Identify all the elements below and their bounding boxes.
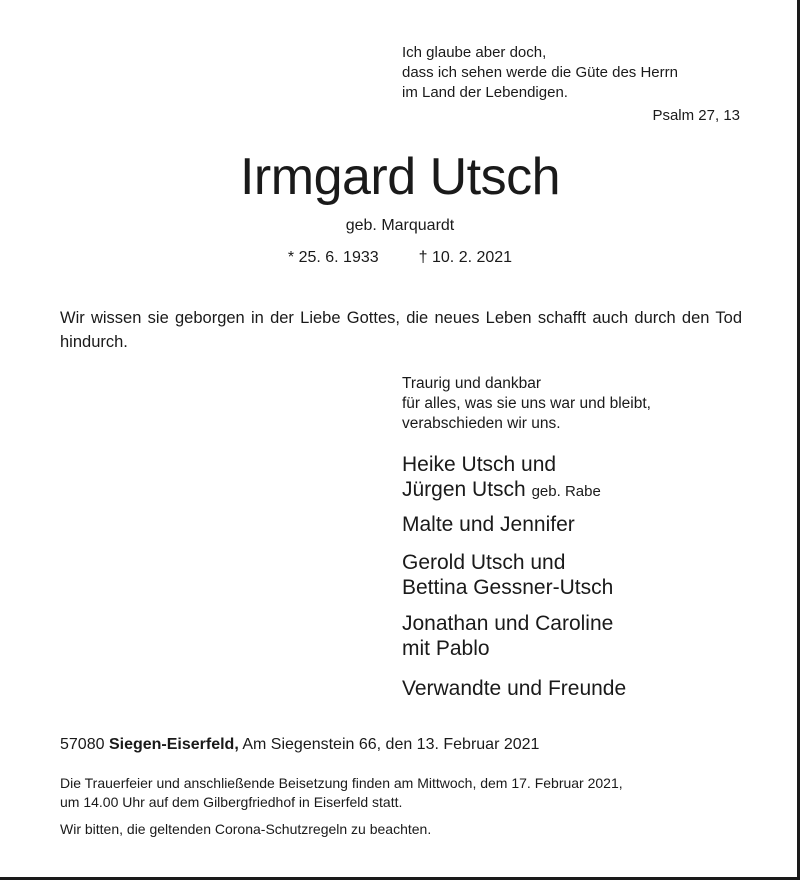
mourning-line-3: verabschieden wir uns. [402,415,561,432]
mourner-heike: Heike Utsch und [402,453,557,476]
faith-message: Wir wissen sie geborgen in der Liebe Gottes, die neues Leben schafft auch durch den Tod hindurch. [60,309,742,351]
death-date: † 10. 2. 2021 [418,249,513,266]
mourning-text [402,374,651,434]
mourner-juergen-row [402,477,601,504]
corona-note: Wir bitten, die geltenden Corona-Schutzregeln zu beachten. [60,821,432,837]
address-city: Siegen-Eiserfeld, [108,736,239,753]
verse-source: Psalm 27, 13 [652,107,740,124]
funeral-info [60,774,623,812]
bible-verse [402,43,678,103]
mourner-jonathan: Jonathan und Caroline [402,612,614,635]
verse-line-2: dass ich sehen werde die Güte des Herrn [402,64,678,81]
address-zip: 57080 [60,736,105,753]
mourner-gerold: Gerold Utsch und [402,551,566,574]
verse-line-1: Ich glaube aber doch, [402,44,547,61]
address-rest: Am Siegenstein 66, den 13. Februar 2021 [242,736,540,753]
life-dates [0,249,800,267]
mourner-juergen: Jürgen Utsch [402,478,526,501]
deceased-name: Irmgard Utsch [239,148,561,206]
mourner-pablo: mit Pablo [402,637,490,660]
mourning-address [60,736,539,754]
birth-name: geb. Marquardt [345,217,455,234]
family-group-gerold [402,550,613,600]
family-group-heike [402,452,601,504]
verse-line-3: im Land der Lebendigen. [402,84,568,101]
mourner-relatives: Verwandte und Freunde [402,677,627,700]
mourner-malte: Malte und Jennifer [402,513,575,536]
funeral-line-1: Die Trauerfeier und anschließende Beisetzung finden am Mittwoch, dem 17. Februar 2021, [60,775,623,791]
birth-date: * 25. 6. 1933 [287,249,379,266]
mourning-line-1: Traurig und dankbar [402,375,542,392]
mourning-line-2: für alles, was sie uns war und bleibt, [402,395,651,412]
funeral-line-2: um 14.00 Uhr auf dem Gilbergfriedhof in Eiserfeld statt. [60,794,403,810]
mourner-bettina: Bettina Gessner-Utsch [402,576,614,599]
family-group-jonathan [402,611,613,661]
mourner-juergen-born: geb. Rabe [531,483,601,500]
